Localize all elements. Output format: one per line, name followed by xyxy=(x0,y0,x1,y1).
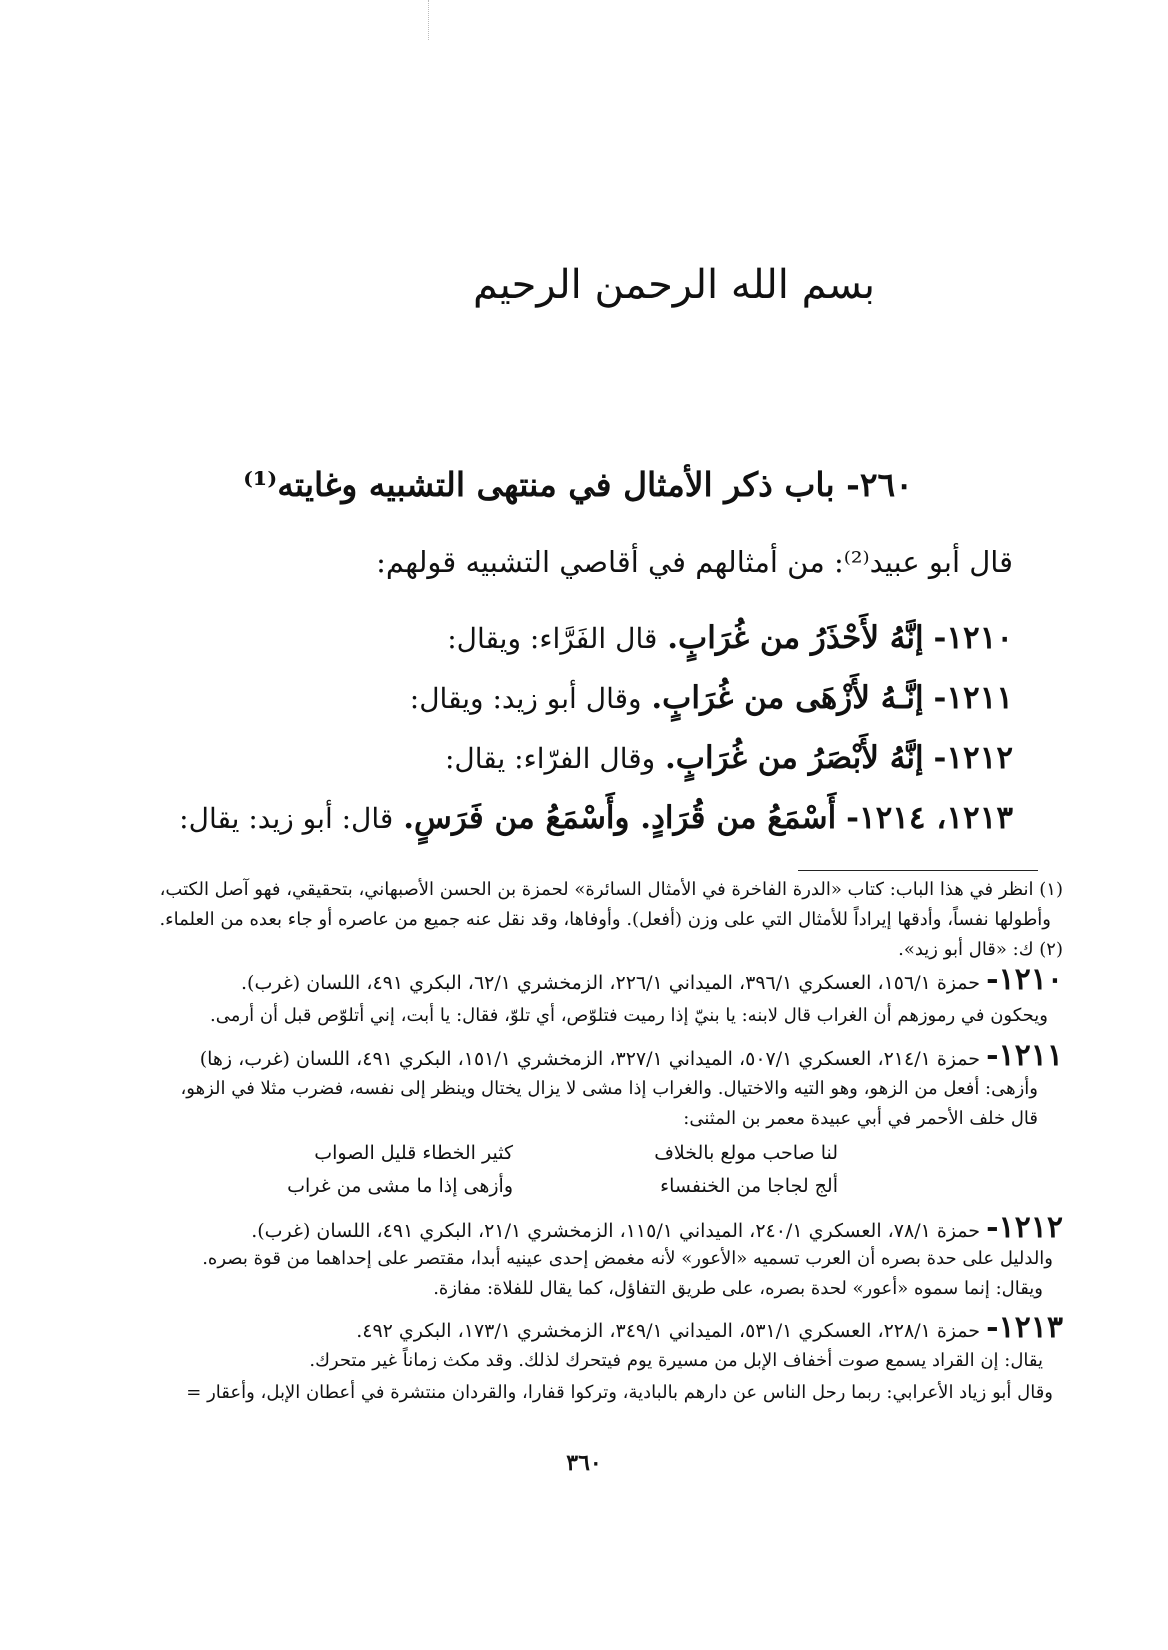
source-1211-note-2: قال خلف الأحمر في أبي عبيدة معمر بن المثنى: xyxy=(683,1108,1038,1129)
proverb-text: إنَّهُ لأَحْذَرُ من غُرَابٍ. xyxy=(667,620,924,656)
proverb-text: إنَّـهُ لأَزْهَى من غُرَابٍ. xyxy=(651,680,924,716)
footnote-2: (٢) ك: «قال أبو زيد». xyxy=(898,939,1063,960)
source-number: ١٢١٢- xyxy=(986,1210,1063,1245)
verse-2-hemistich-b: وأزهى إذا ما مشى من غراب xyxy=(287,1175,513,1197)
source-1212-note-2: ويقال: إنما سموه «أعور» لحدة بصره، على طريق التفاؤل، كما يقال للفلاة: مفازة. xyxy=(433,1278,1043,1299)
source-number: ١٢١٠- xyxy=(986,962,1063,997)
proverb-number: ١٢١٣، ١٢١٤- xyxy=(846,800,1013,836)
source-1213 xyxy=(356,1310,1063,1345)
proverb-1212 xyxy=(445,740,1013,776)
proverb-number: ١٢١١- xyxy=(933,680,1013,716)
source-1213-note: يقال: إن القراد يسمع صوت أخفاف الإبل من مسيرة يوم فيتحرك لذلك. وقد مكث زماناً غير متحرك. xyxy=(309,1350,1043,1371)
source-refs: حمزة ٢٢٨/١، العسكري ٥٣١/١، الميداني ٣٤٩/١، الزمخشري ١٧٣/١، البكري ٤٩٢. xyxy=(356,1320,981,1342)
proverb-attribution: قال: أبو زيد: يقال: xyxy=(179,802,394,835)
proverb-number: ١٢١٠- xyxy=(933,620,1013,656)
source-1212-note: والدليل على حدة بصره أن العرب تسميه «الأعور» لأنه مغمض إحدى عينيه أبدا، مقتصر على إحداهما من قوة بصره. xyxy=(202,1248,1053,1269)
source-1211-note: وأزهى: أفعل من الزهو، وهو التيه والاختيال. والغراب إذا مشى لا يزال يختال وينظر إلى نفسه، فضرب مثلا في الزهو، xyxy=(180,1078,1038,1099)
verse-2-hemistich-a: ألج لجاجا من الخنفساء xyxy=(660,1175,838,1197)
chapter-title: ٢٦٠- باب ذكر الأمثال في منتهى التشبيه وغايته⁽¹⁾ xyxy=(243,465,913,504)
proverb-1211 xyxy=(410,680,1013,716)
source-1212 xyxy=(251,1210,1063,1245)
proverb-text: إنَّهُ لأَبْصَرُ من غُرَابٍ. xyxy=(665,740,924,776)
proverb-text: أَسْمَعُ من قُرَادٍ. وأَسْمَعُ من فَرَسٍ. xyxy=(403,800,837,836)
footnote-divider xyxy=(798,870,1038,871)
source-1210 xyxy=(241,962,1063,997)
proverb-attribution: قال الفَرَّاء: ويقال: xyxy=(447,622,658,655)
source-refs: حمزة ١٥٦/١، العسكري ٣٩٦/١، الميداني ٢٢٦/١، الزمخشري ٦٢/١، البكري ٤٩١، اللسان (غرب). xyxy=(241,972,981,994)
proverb-1213-1214 xyxy=(179,800,1013,836)
source-number: ١٢١١- xyxy=(986,1038,1063,1073)
footnote-1-line-2: وأطولها نفساً، وأدقها إيراداً للأمثال التي على وزن (أفعل). وأوفاها، وقد نقل عنه جميع من عاصره أو جاء بعده من العلماء. xyxy=(159,909,1051,930)
proverb-attribution: وقال أبو زيد: ويقال: xyxy=(409,682,642,715)
source-1210-note: ويحكون في رموزهم أن الغراب قال لابنه: يا بنيّ إذا رميت فتلوّص، أي تلوّ، فقال: يا أبت، إني أتلوّص قبل أن أرمى. xyxy=(210,1005,1048,1026)
scan-mark xyxy=(428,0,430,40)
basmala: بسم الله الرحمن الرحيم xyxy=(472,262,876,308)
source-1213-note-2: وقال أبو زياد الأعرابي: ربما رحل الناس عن دارهم بالبادية، وتركوا قفارا، والقردان منتشرة في أعطان الإبل، وأعقار = xyxy=(186,1382,1053,1403)
page-number: ٣٦٠ xyxy=(566,1450,602,1476)
verse-1-hemistich-b: كثير الخطاء قليل الصواب xyxy=(314,1142,513,1164)
source-1211 xyxy=(200,1038,1063,1073)
source-refs: حمزة ٢١٤/١، العسكري ٥٠٧/١، الميداني ٣٢٧/١، الزمخشري ١٥١/١، البكري ٤٩١، اللسان (غرب، زها) xyxy=(199,1048,981,1070)
verse-1-hemistich-a: لنا صاحب مولع بالخلاف xyxy=(654,1142,838,1164)
proverb-number: ١٢١٢- xyxy=(933,740,1013,776)
intro-paragraph: قال أبو عبيد⁽²⁾: من أمثالهم في أقاصي التشبيه قولهم: xyxy=(376,545,1013,579)
footnote-1-line-1: (١) انظر في هذا الباب: كتاب «الدرة الفاخرة في الأمثال السائرة» لحمزة بن الحسن الأصبهاني، بتحقيقي، فهو آصل الكتب، xyxy=(159,879,1063,900)
proverb-1210 xyxy=(447,620,1013,656)
source-refs: حمزة ٧٨/١، العسكري ٢٤٠/١، الميداني ١١٥/١، الزمخشري ٢١/١، البكري ٤٩١، اللسان (غرب). xyxy=(251,1220,981,1242)
proverb-attribution: وقال الفرّاء: يقال: xyxy=(444,742,656,775)
source-number: ١٢١٣- xyxy=(986,1310,1063,1345)
